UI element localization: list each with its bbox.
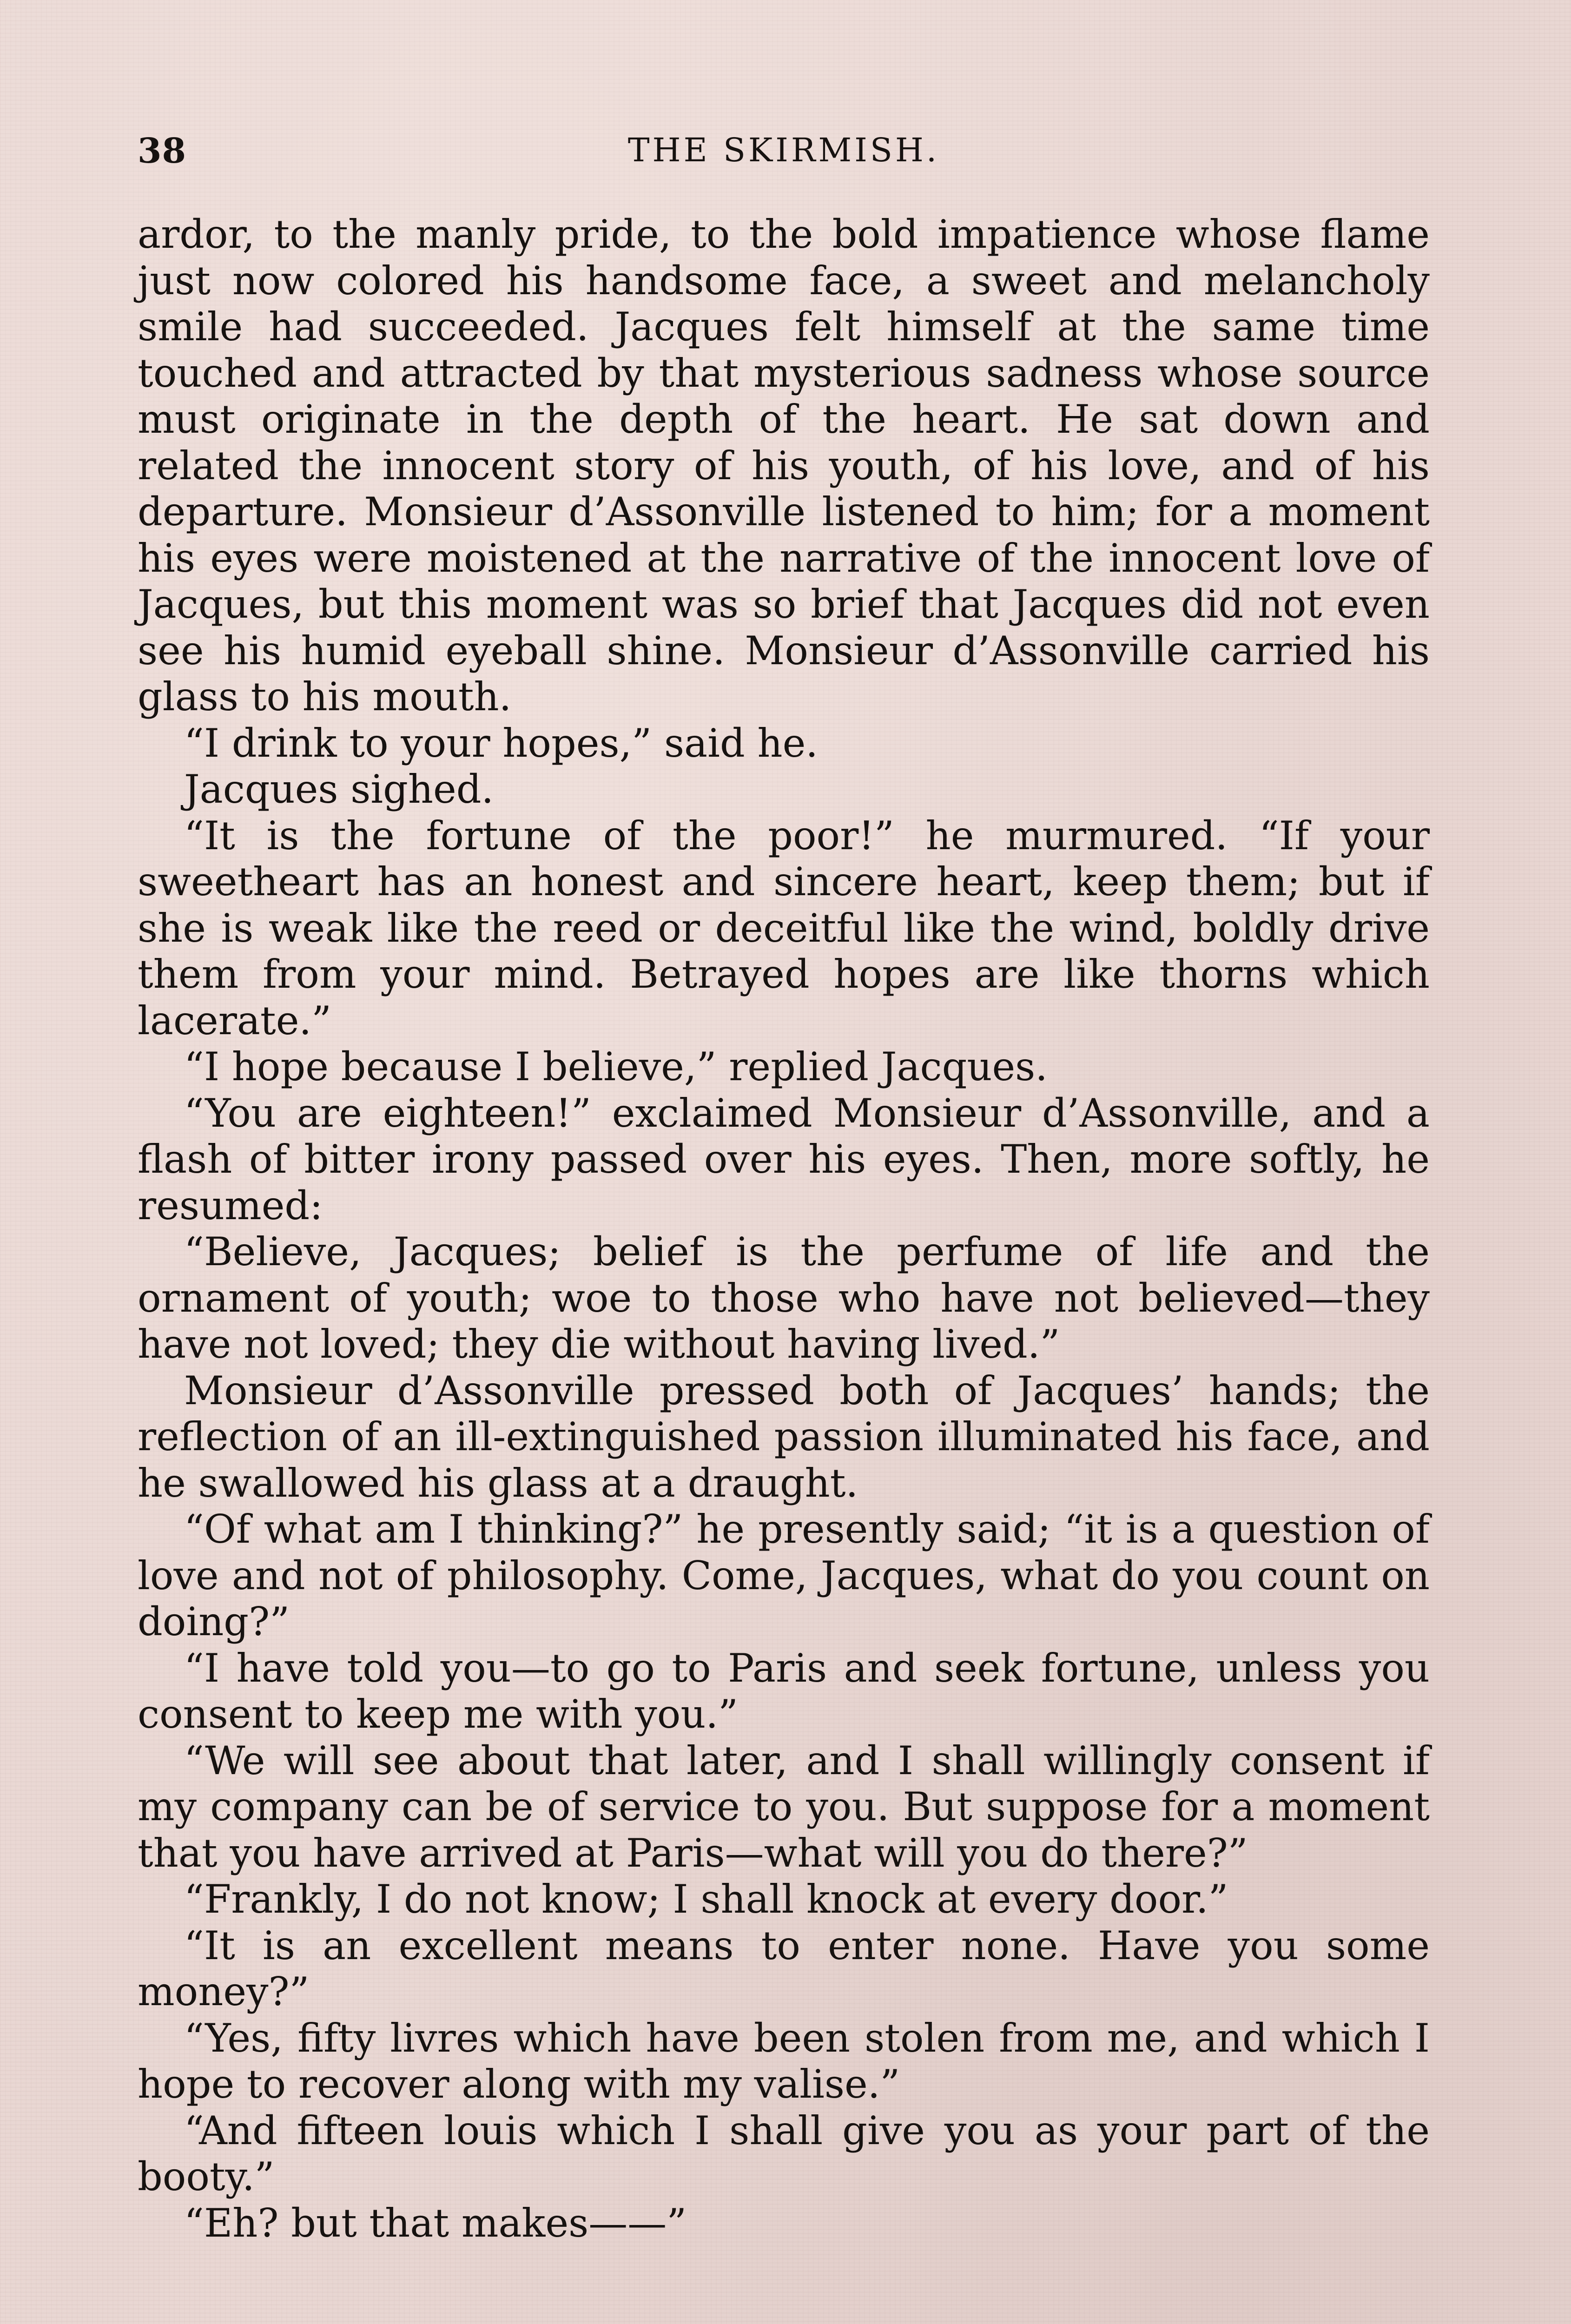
paragraph: “We will see about that later, and I shall willingly consent if my company can be of service to you. But suppose for a moment that you have arrived at Paris—what will you do there?” <box>138 1737 1430 1876</box>
paragraph: ardor, to the manly pride, to the bold impatience whose flame just now colored his handsome face, a sweet and melancholy smile had succeeded. Jacques felt himself at the same time touched and attracted by that mysterious sadness whose source must originate in the depth of the heart. He sat down and related the innocent story of his youth, of his love, and of his departure. Monsieur d’Assonville listened to him; for a moment his eyes were moistened at the narrative of the innocent love of Jacques, but this moment was so brief that Jacques did not even see his humid eyeball shine. Monsieur d’Assonville carried his glass to his mouth. <box>138 211 1430 720</box>
page-number: 38 <box>138 131 186 171</box>
paragraph: “I have told you—to go to Paris and seek fortune, unless you consent to keep me with you.” <box>138 1645 1430 1737</box>
paragraph: “You are eighteen!” exclaimed Monsieur d’Assonville, and a flash of bitter irony passed over his eyes. Then, more softly, he resumed: <box>138 1090 1430 1228</box>
paragraph: Jacques sighed. <box>184 766 494 812</box>
paragraph: “Believe, Jacques; belief is the perfume of life and the ornament of youth; woe to those who have not believed—they have not loved; they die without having lived.” <box>138 1229 1430 1367</box>
paragraph: Monsieur d’Assonville pressed both of Jacques’ hands; the reflection of an ill-extinguished passion illuminated his face, and he swallowed his glass at a draught. <box>138 1367 1430 1506</box>
paragraph: “It is the fortune of the poor!” he murmured. “If your sweetheart has an honest and sincere heart, keep them; but if she is weak like the reed or deceitful like the wind, boldly drive them from your mind. Betrayed hopes are like thorns which lacerate.” <box>138 812 1430 1043</box>
running-head <box>138 131 1430 182</box>
paragraph: “Frankly, I do not know; I shall knock at every door.” <box>184 1876 1228 1922</box>
paragraph: “Yes, fifty livres which have been stolen from me, and which I hope to recover along with my valise.” <box>138 2015 1430 2107</box>
paragraph: “I drink to your hopes,” said he. <box>184 720 818 766</box>
paragraph: “Of what am I thinking?” he presently said; “it is a question of love and not of philosophy. Come, Jacques, what do you count on doing?” <box>138 1506 1430 1644</box>
paragraph: “It is an excellent means to enter none. Have you some money?” <box>138 1922 1430 2014</box>
running-title: THE SKIRMISH. <box>627 131 940 169</box>
paragraph: “Eh? but that makes——” <box>184 2200 687 2246</box>
body-text <box>138 211 1430 2246</box>
paragraph: “I hope because I believe,” replied Jacques. <box>184 1044 1048 1089</box>
paragraph: “And fifteen louis which I shall give you as your part of the booty.” <box>138 2107 1430 2199</box>
